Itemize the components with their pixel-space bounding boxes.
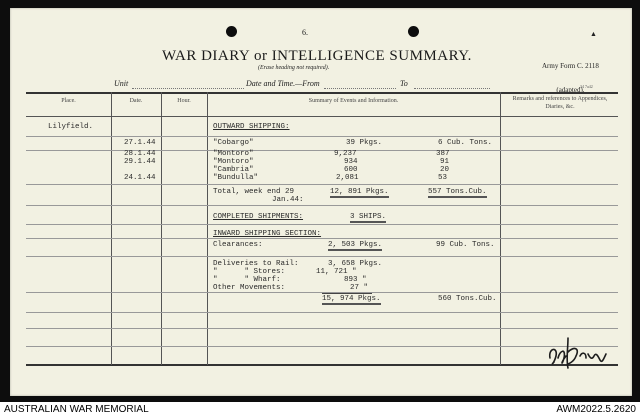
completed-shipments-value: 3 SHIPS. [350, 213, 387, 221]
outward-date: 28.1.44 [124, 150, 156, 158]
army-form-number: Army Form C. 2118 [542, 62, 599, 70]
date-time-label: Date and Time.—From [246, 79, 320, 88]
column-header-remarks: Remarks and references to Appendices, Diaries, &c. [512, 96, 608, 110]
table-top-rule [26, 92, 618, 94]
column-header-summary: Summary of Events and Information. [308, 98, 399, 104]
column-divider-place [111, 92, 112, 365]
delivery-value: 27 " [350, 284, 369, 292]
clearances-label: Clearances: [213, 241, 263, 249]
outward-ship: "Cobargo" [213, 139, 254, 147]
table-header-rule [26, 116, 618, 117]
outward-pkgs: 2,081 [336, 174, 359, 182]
outward-total-label: Total, week end 29 [213, 188, 295, 196]
inward-total-overline [322, 293, 372, 294]
row-rule [26, 328, 618, 329]
outward-ship: "Cambria" [213, 166, 254, 174]
outward-total-label-week: Jan.44: [272, 196, 304, 204]
punch-hole-right [408, 26, 419, 37]
row-rule [26, 346, 618, 347]
archive-name: AUSTRALIAN WAR MEMORIAL [4, 404, 149, 415]
outward-total-pkgs: 12, 891 Pkgs. [330, 188, 389, 196]
clearances-tons: 99 Cub. Tons. [436, 241, 495, 249]
outward-pkgs: 600 [344, 166, 358, 174]
clearances-pkgs: 2, 503 Pkgs. [328, 241, 383, 249]
delivery-label: " " Wharf: [213, 276, 281, 284]
column-divider-date [161, 92, 162, 365]
from-field-line [324, 88, 396, 89]
archive-reference: AWM2022.5.2620 [556, 404, 636, 415]
outward-pkgs: 934 [344, 158, 358, 166]
row-rule [26, 150, 618, 151]
outward-pkgs: 9,237 [334, 150, 357, 158]
war-diary-sheet [10, 8, 632, 396]
row-rule [26, 136, 618, 137]
form-title: WAR DIARY or INTELLIGENCE SUMMARY. [162, 48, 472, 64]
outward-date: 24.1.44 [124, 174, 156, 182]
corner-mark-icon: ▲ [590, 30, 597, 38]
row-rule [26, 205, 618, 206]
outward-tons: 20 [440, 166, 450, 174]
outward-tons: 91 [440, 158, 450, 166]
outward-pkgs: 39 Pkgs. [346, 139, 383, 147]
to-field-line [414, 88, 490, 89]
column-divider-hour [207, 92, 208, 365]
column-header-place: Place. [61, 98, 76, 104]
form-subtitle: (Erase heading not required). [258, 65, 330, 71]
archive-footer [0, 402, 640, 418]
unit-label: Unit [114, 79, 129, 88]
table-bottom-rule [26, 364, 618, 366]
to-label: To [400, 79, 408, 88]
outward-ship: "Bundulla" [213, 174, 259, 182]
outward-ship: "Montoro" [213, 150, 254, 158]
delivery-label: " " Stores: [213, 268, 286, 276]
row-rule [26, 256, 618, 257]
unit-field-line [132, 88, 244, 89]
delivery-label: Deliveries to Rail: [213, 260, 299, 268]
small-mark: 34 7a42 [580, 84, 593, 89]
column-header-hour: Hour. [177, 98, 191, 104]
outward-ship: "Montoro" [213, 158, 254, 166]
delivery-label: Other Movements: [213, 284, 286, 292]
outward-date: 27.1.44 [124, 139, 156, 147]
inward-total-pkgs: 15, 974 Pkgs. [322, 295, 381, 303]
army-form-note: (adapted). [556, 86, 585, 94]
punch-hole-left [226, 26, 237, 37]
outward-date: 29.1.44 [124, 158, 156, 166]
completed-shipments-label: COMPLETED SHIPMENTS: [213, 213, 304, 221]
column-divider-summary [500, 92, 501, 365]
place-entry: Lilyfield. [48, 123, 94, 131]
row-rule [26, 312, 618, 313]
row-rule [26, 238, 618, 239]
row-rule [26, 224, 618, 225]
column-header-date: Date. [129, 98, 143, 104]
outward-tons: 53 [438, 174, 448, 182]
outward-total-tons: 557 Tons.Cub. [428, 188, 487, 196]
page-number: 6. [302, 28, 308, 37]
outward-tons: 387 [436, 150, 450, 158]
outward-tons: 6 Cub. Tons. [438, 139, 493, 147]
inward-shipping-heading: INWARD SHIPPING SECTION: [213, 230, 322, 238]
delivery-value: 11, 721 " [316, 268, 357, 276]
delivery-value: 3, 658 Pkgs. [328, 260, 383, 268]
outward-shipping-heading: OUTWARD SHIPPING: [213, 123, 290, 131]
row-rule [26, 184, 618, 185]
handwritten-signature [546, 334, 610, 372]
inward-total-tons: 560 Tons.Cub. [438, 295, 497, 303]
delivery-value: 893 " [344, 276, 367, 284]
